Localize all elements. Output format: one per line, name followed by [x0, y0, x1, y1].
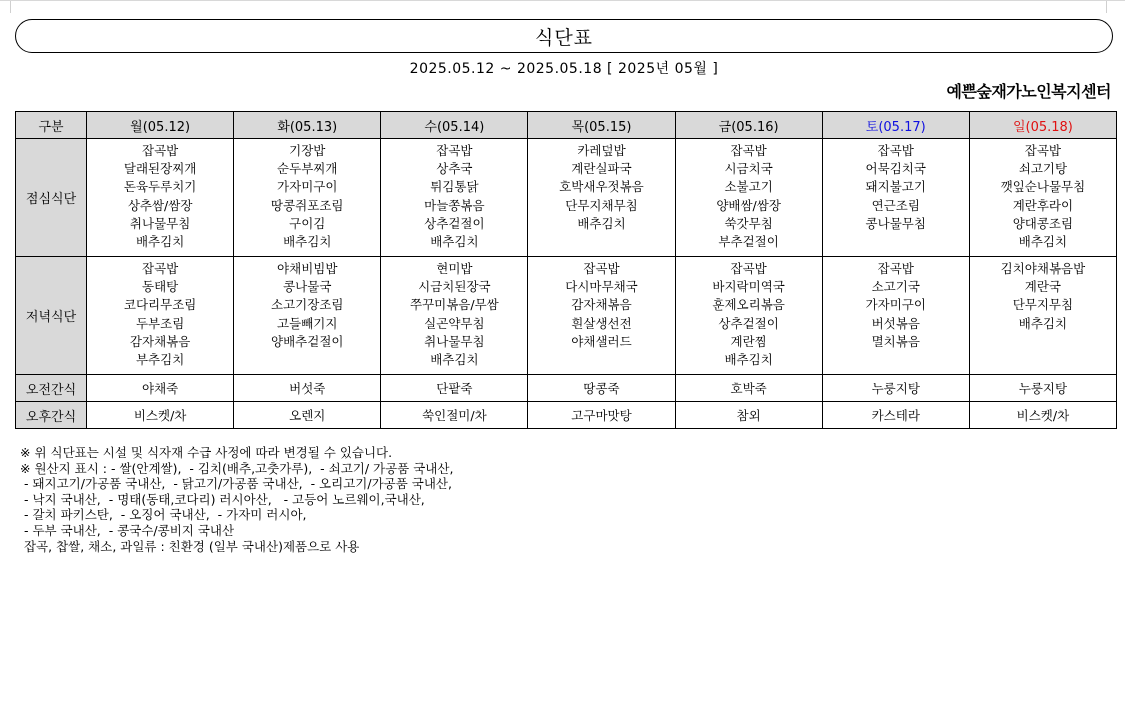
menu-item: 잡곡밥 [730, 261, 767, 276]
dinner-row [16, 257, 1117, 375]
menu-cell [87, 375, 234, 402]
menu-cell [381, 257, 528, 375]
menu-item: 계란후라이 [1012, 197, 1074, 213]
menu-item: 양배추겉절이 [271, 333, 344, 349]
note-line: - 돼지고기/가공품 국내산, - 닭고기/가공품 국내산, - 오리고기/가공품 국내산, [20, 476, 452, 492]
menu-item: 버섯죽 [289, 381, 326, 396]
menu-item: 다시마무채국 [565, 279, 638, 295]
menu-item: 코다리무조림 [123, 297, 197, 313]
menu-item: 상추겉절이 [718, 315, 779, 331]
menu-item: 잡곡밥 [142, 261, 179, 276]
menu-cell [87, 139, 234, 257]
menu-item: 취나물무침 [129, 215, 191, 231]
menu-item: 상추겉절이 [424, 215, 485, 231]
menu-cell [381, 402, 528, 429]
menu-cell [969, 402, 1116, 429]
menu-item: 어묵김치국 [865, 161, 926, 177]
menu-item: 잡곡밥 [877, 143, 914, 158]
menu-item: 튀김통닭 [430, 179, 479, 195]
note-line: ※ 위 식단표는 시설 및 식자재 수급 사정에 따라 변경될 수 있습니다. [20, 445, 393, 460]
menu-item: 기장밥 [289, 143, 326, 158]
menu-item: 감자채볶음 [571, 297, 632, 313]
menu-item: 양배쌈/쌈장 [716, 197, 781, 213]
menu-item: 시금치국 [724, 161, 773, 177]
menu-item: 소불고기 [724, 179, 773, 195]
row-label: 오전간식 [16, 375, 87, 402]
row-label: 점심식단 [16, 139, 87, 257]
menu-item: 취나물무침 [424, 333, 485, 349]
menu-cell [822, 375, 969, 402]
menu-item: 가자미구이 [277, 179, 338, 195]
menu-item: 고들빼기지 [277, 315, 338, 331]
menu-item: 마늘쫑볶음 [424, 197, 485, 213]
menu-cell [675, 257, 822, 375]
menu-cell [675, 375, 822, 402]
menu-item: 계란국 [1024, 279, 1062, 295]
menu-item: 땅콩쥐포조림 [271, 197, 344, 213]
menu-item: 비스켓/차 [133, 408, 187, 423]
menu-item: 달래된장찌개 [123, 161, 197, 177]
morning-snack-row [16, 375, 1117, 402]
menu-item: 야채비빔밥 [277, 261, 338, 276]
menu-item: 바지락미역국 [712, 279, 785, 295]
document-title: 식단표 [15, 19, 1113, 53]
menu-item: 잡곡밥 [583, 261, 620, 276]
menu-item: 깻잎순나물무침 [1000, 179, 1086, 195]
menu-item: 상추쌈/쌈장 [127, 197, 193, 213]
menu-cell [969, 257, 1116, 375]
menu-cell [87, 257, 234, 375]
menu-item: 땅콩죽 [583, 381, 620, 396]
menu-item: 참외 [736, 408, 761, 423]
menu-notes [20, 445, 453, 554]
note-line: - 두부 국내산, - 콩국수/콩비지 국내산 [20, 522, 235, 538]
menu-item: 감자채볶음 [129, 333, 191, 349]
menu-cell [675, 139, 822, 257]
menu-item: 순두부찌개 [277, 161, 338, 177]
menu-cell [822, 402, 969, 429]
menu-item: 누룽지탕 [1018, 381, 1068, 396]
header-day-2: 화(05.13) [234, 112, 381, 139]
menu-item: 흰살생선전 [571, 315, 632, 331]
menu-item: 부추김치 [135, 352, 185, 368]
header-day-5: 금(05.16) [675, 112, 822, 139]
menu-item: 현미밥 [436, 261, 473, 276]
menu-item: 잡곡밥 [436, 143, 473, 158]
margin-guide-left [10, 1, 11, 13]
row-label: 저녁식단 [16, 257, 87, 375]
menu-item: 배추김치 [135, 234, 185, 250]
menu-item: 호박죽 [730, 381, 767, 396]
menu-item: 배추김치 [577, 215, 626, 231]
menu-item: 상추국 [436, 161, 473, 177]
menu-item: 배추김치 [724, 352, 773, 368]
menu-cell [969, 375, 1116, 402]
menu-cell [381, 139, 528, 257]
menu-item: 단팥죽 [436, 381, 473, 396]
menu-item: 고구마맛탕 [571, 408, 632, 423]
menu-item: 배추김치 [283, 234, 332, 250]
menu-cell [528, 375, 675, 402]
menu-cell [234, 139, 381, 257]
menu-item: 호박새우젓볶음 [559, 179, 644, 195]
menu-cell [381, 375, 528, 402]
menu-item: 계란실파국 [571, 161, 632, 177]
menu-item: 카스테라 [871, 408, 920, 423]
menu-cell [87, 402, 234, 429]
menu-item: 두부조림 [135, 315, 185, 331]
menu-item: 잡곡밥 [142, 143, 179, 158]
menu-cell [822, 139, 969, 257]
menu-item: 비스켓/차 [1016, 408, 1070, 423]
row-label: 오후간식 [16, 402, 87, 429]
menu-item: 실곤약무침 [424, 315, 485, 331]
menu-item: 콩나물국 [283, 279, 332, 295]
header-day-7: 일(05.18) [969, 112, 1116, 139]
menu-cell [234, 257, 381, 375]
menu-cell [528, 257, 675, 375]
menu-item: 양대콩조림 [1012, 215, 1074, 231]
organization-name: 예쁜숲재가노인복지센터 [946, 82, 1111, 101]
menu-item: 쭈꾸미볶음/무쌈 [410, 297, 499, 313]
menu-item: 카레덮밥 [577, 143, 626, 158]
note-line: 잡곡, 찹쌀, 채소, 과일류 : 친환경 (일부 국내산)제품으로 사용 [20, 538, 360, 554]
menu-item: 누룽지탕 [871, 381, 920, 396]
menu-cell [528, 139, 675, 257]
menu-cell [234, 375, 381, 402]
note-line: - 낙지 국내산, - 명태(동태,코다리) 러시아산, - 고등어 노르웨이,국내산, [20, 491, 425, 507]
menu-item: 돈육두루치기 [123, 179, 197, 195]
header-corner-label: 구분 [16, 112, 87, 139]
menu-cell [528, 402, 675, 429]
header-day-6: 토(05.17) [822, 112, 969, 139]
menu-item: 야채죽 [142, 381, 179, 396]
header-day-4: 목(05.15) [528, 112, 675, 139]
menu-item: 가자미구이 [865, 297, 926, 313]
menu-item: 동태탕 [142, 279, 179, 295]
menu-item: 소고기장조림 [271, 297, 344, 313]
table-header-row [16, 112, 1117, 139]
menu-item: 쑥갓무침 [724, 215, 773, 231]
menu-cell [675, 402, 822, 429]
menu-item: 단무지무침 [1012, 297, 1074, 313]
menu-item: 쇠고기탕 [1018, 161, 1068, 177]
menu-item: 배추김치 [430, 352, 479, 368]
menu-period: 2025.05.12 ~ 2025.05.18 [ 2025년 05월 ] [409, 61, 719, 77]
menu-cell [234, 402, 381, 429]
note-line: - 갈치 파키스탄, - 오징어 국내산, - 가자미 러시아, [20, 507, 307, 523]
menu-item: 배추김치 [1018, 315, 1068, 331]
menu-item: 야채샐러드 [571, 333, 632, 349]
menu-item: 김치야채볶음밥 [1000, 261, 1086, 276]
lunch-row [16, 139, 1117, 257]
menu-item: 잡곡밥 [730, 143, 767, 158]
weekly-menu-table [15, 111, 1117, 429]
menu-item: 계란찜 [730, 333, 767, 349]
margin-guide-right [1106, 1, 1107, 13]
menu-item: 오렌지 [289, 408, 326, 423]
menu-item: 부추겉절이 [718, 234, 779, 250]
menu-item: 멸치볶음 [871, 333, 920, 349]
menu-item: 쑥인절미/차 [422, 408, 487, 423]
menu-item: 배추김치 [430, 234, 479, 250]
menu-item: 버섯볶음 [871, 315, 920, 331]
afternoon-snack-row [16, 402, 1117, 429]
menu-item: 콩나물무침 [865, 215, 926, 231]
page-edge-guide [0, 0, 1125, 21]
menu-item: 단무지채무침 [565, 197, 638, 213]
menu-cell [969, 139, 1116, 257]
menu-item: 돼지불고기 [865, 179, 926, 195]
menu-item: 잡곡밥 [877, 261, 914, 276]
menu-item: 잡곡밥 [1024, 143, 1062, 158]
header-day-1: 월(05.12) [87, 112, 234, 139]
menu-item: 연근조림 [871, 197, 920, 213]
header-day-3: 수(05.14) [381, 112, 528, 139]
note-line: ※ 원산지 표시 : - 쌀(안계쌀), - 김치(배추,고춧가루), - 쇠고기/ 가공품 국내산, [20, 460, 454, 476]
menu-item: 시금치된장국 [418, 279, 491, 295]
menu-item: 구이김 [289, 215, 326, 231]
menu-item: 소고기국 [871, 279, 920, 295]
menu-item: 훈제오리볶음 [712, 297, 785, 313]
menu-cell [822, 257, 969, 375]
menu-item: 배추김치 [1018, 234, 1068, 250]
